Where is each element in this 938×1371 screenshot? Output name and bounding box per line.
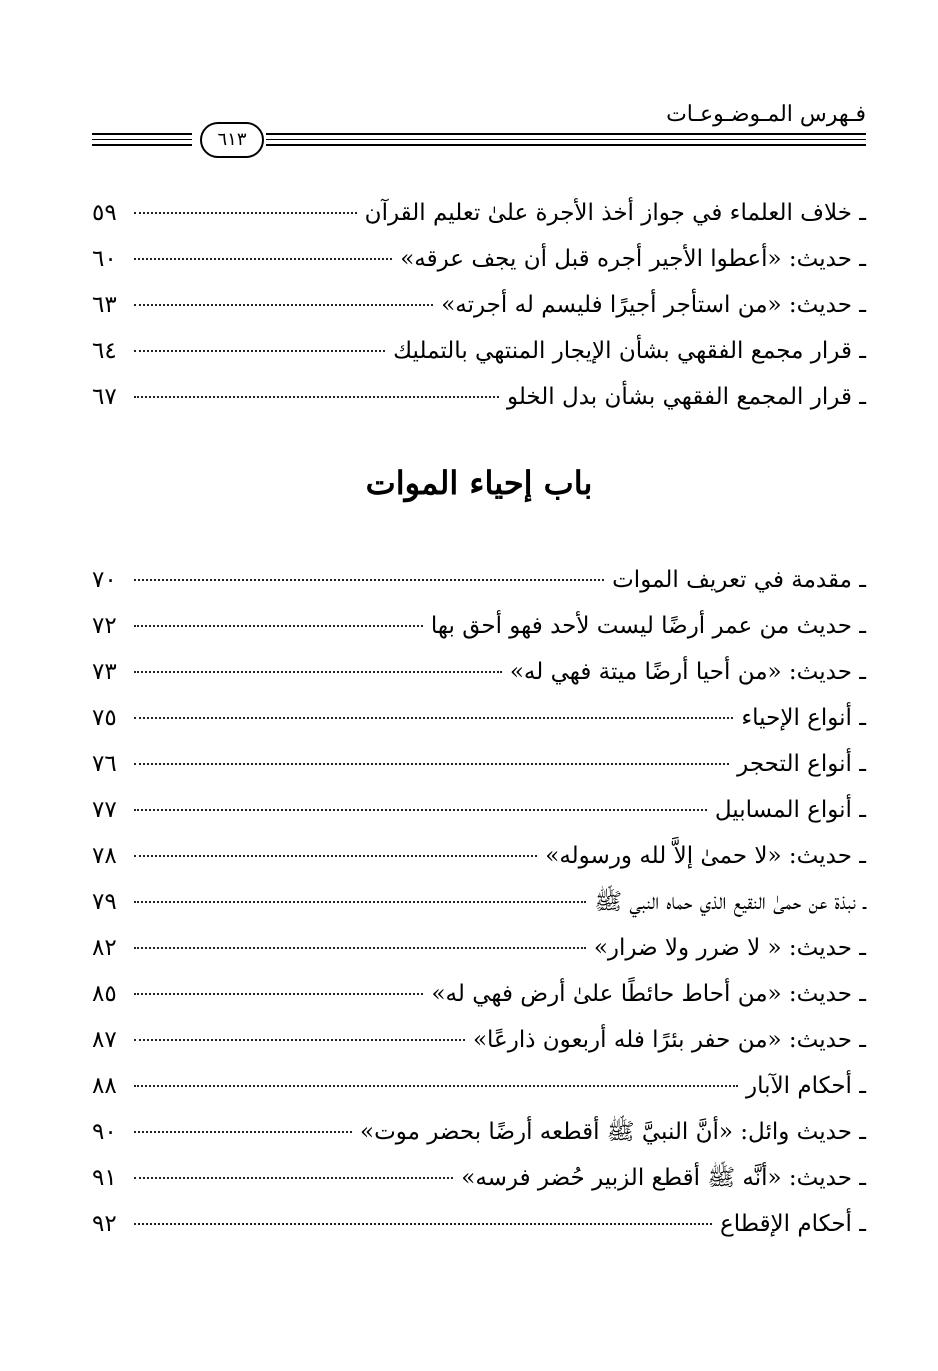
leader-dots <box>134 763 729 765</box>
toc-entry-page: ٧٧ <box>92 797 117 823</box>
toc-entry-page: ٧٥ <box>92 705 117 731</box>
leader-dots <box>134 901 586 903</box>
page-number: ٦١٣ <box>200 122 264 158</box>
leader-dots <box>134 809 707 811</box>
toc-entry-title: ـ حديث من عمر أرضًا ليست لأحد فهو أحق بها <box>430 613 866 639</box>
toc-entry-page: ٧٨ <box>92 843 117 869</box>
toc-entry-page: ٦٣ <box>92 292 117 318</box>
toc-entry-title: ـ حديث وائل: «أنَّ النبيَّ ﷺ أقطعه أرضًا بحضر موت» <box>360 1119 866 1145</box>
toc-entry-title: ـ أنواع الإحياء <box>741 705 866 731</box>
toc-entry <box>92 787 866 833</box>
chapter-heading: باب إحياء الموات <box>365 464 593 502</box>
toc-entry-page: ٩٢ <box>92 1211 117 1237</box>
leader-dots <box>134 1177 453 1179</box>
toc-entry <box>92 1017 866 1063</box>
leader-dots <box>134 396 499 398</box>
toc-entry <box>92 971 866 1017</box>
toc-entry-page: ٩١ <box>92 1165 117 1191</box>
toc-entry-title: ـ حديث: «أنَّه ﷺ أقطع الزبير حُضر فرسه» <box>461 1165 866 1191</box>
header-rule <box>92 139 192 140</box>
toc-entry <box>92 1155 866 1201</box>
toc-entry <box>92 557 866 603</box>
header-rule <box>266 133 866 135</box>
toc-entry-title: ـ نبذة عن حمىٰ النقيع الذي حماه النبي ﷺ <box>594 889 866 915</box>
header-rule <box>266 139 866 140</box>
toc-entry-page: ٩٠ <box>92 1119 117 1145</box>
toc-entry-page: ٦٧ <box>92 384 117 410</box>
leader-dots <box>134 947 586 949</box>
leader-dots <box>134 671 502 673</box>
leader-dots <box>134 717 733 719</box>
leader-dots <box>134 212 357 214</box>
toc-entry-title: ـ حديث: «من أحيا أرضًا ميتة فهي له» <box>509 659 866 685</box>
toc-entry-title: ـ حديث: «لا حمىٰ إلاَّ لله ورسوله» <box>545 843 866 869</box>
toc-entry-title: ـ خلاف العلماء في جواز أخذ الأجرة علىٰ تعليم القرآن <box>364 200 866 226</box>
leader-dots <box>134 855 537 857</box>
toc-entry-title: ـ أحكام الآبار <box>746 1073 866 1099</box>
toc-entry-title: ـ حديث: «من حفر بئرًا فله أربعون ذارعًا» <box>472 1027 866 1053</box>
leader-dots <box>134 625 423 627</box>
toc-entry-title: ـ أحكام الإقطاع <box>719 1211 866 1237</box>
toc-entry-page: ٨٢ <box>92 935 117 961</box>
toc-entry-page: ٧٠ <box>92 567 117 593</box>
toc-entry-page: ٨٧ <box>92 1027 117 1053</box>
header-rule <box>92 144 192 146</box>
toc-entry-title: ـ حديث: « لا ضرر ولا ضرار» <box>593 935 866 961</box>
toc-entry <box>92 282 866 328</box>
toc-list-bottom <box>92 557 866 1247</box>
toc-entry-page: ٧٩ <box>92 889 117 915</box>
toc-entry-page: ٦٤ <box>92 338 117 364</box>
leader-dots <box>134 1131 352 1133</box>
toc-entry-title: ـ أنواع التحجر <box>737 751 866 777</box>
leader-dots <box>134 579 604 581</box>
leader-dots <box>134 1039 465 1041</box>
toc-entry-page: ٧٦ <box>92 751 117 777</box>
leader-dots <box>134 1085 738 1087</box>
toc-entry <box>92 741 866 787</box>
toc-entry-page: ٦٠ <box>92 246 117 272</box>
toc-entry <box>92 695 866 741</box>
leader-dots <box>134 258 392 260</box>
toc-entry-title: ـ قرار مجمع الفقهي بشأن الإيجار المنتهي بالتمليك <box>393 338 866 364</box>
leader-dots <box>134 350 385 352</box>
toc-entry <box>92 603 866 649</box>
toc-entry <box>92 236 866 282</box>
leader-dots <box>134 304 433 306</box>
toc-entry <box>92 190 866 236</box>
leader-dots <box>134 1223 712 1225</box>
toc-entry-page: ٧٢ <box>92 613 117 639</box>
toc-entry <box>92 1063 866 1109</box>
toc-entry <box>92 374 866 420</box>
toc-entry <box>92 649 866 695</box>
toc-entry <box>92 1109 866 1155</box>
leader-dots <box>134 993 423 995</box>
toc-entry <box>92 925 866 971</box>
toc-list-top <box>92 190 866 420</box>
toc-entry-page: ٨٥ <box>92 981 117 1007</box>
header-rule <box>266 144 866 146</box>
toc-entry-title: ـ حديث: «من أحاط حائطًا علىٰ أرض فهي له» <box>431 981 866 1007</box>
toc-entry-page: ٥٩ <box>92 200 117 226</box>
header-rule <box>92 133 192 135</box>
toc-entry <box>92 1201 866 1247</box>
toc-entry-title: ـ مقدمة في تعريف الموات <box>612 567 866 593</box>
header-title: فـهرس المـوضـوعـات <box>666 102 866 127</box>
page-header <box>92 100 866 160</box>
toc-entry <box>92 879 866 925</box>
toc-entry-title: ـ قرار المجمع الفقهي بشأن بدل الخلو <box>506 384 866 410</box>
toc-entry-title: ـ حديث: «أعطوا الأجير أجره قبل أن يجف عرقه» <box>400 246 866 272</box>
toc-entry <box>92 833 866 879</box>
toc-entry-title: ـ أنواع المسابيل <box>714 797 866 823</box>
toc-entry-page: ٧٣ <box>92 659 117 685</box>
toc-entry-title: ـ حديث: «من استأجر أجيرًا فليسم له أجرته» <box>441 292 866 318</box>
toc-entry <box>92 328 866 374</box>
toc-entry-page: ٨٨ <box>92 1073 117 1099</box>
